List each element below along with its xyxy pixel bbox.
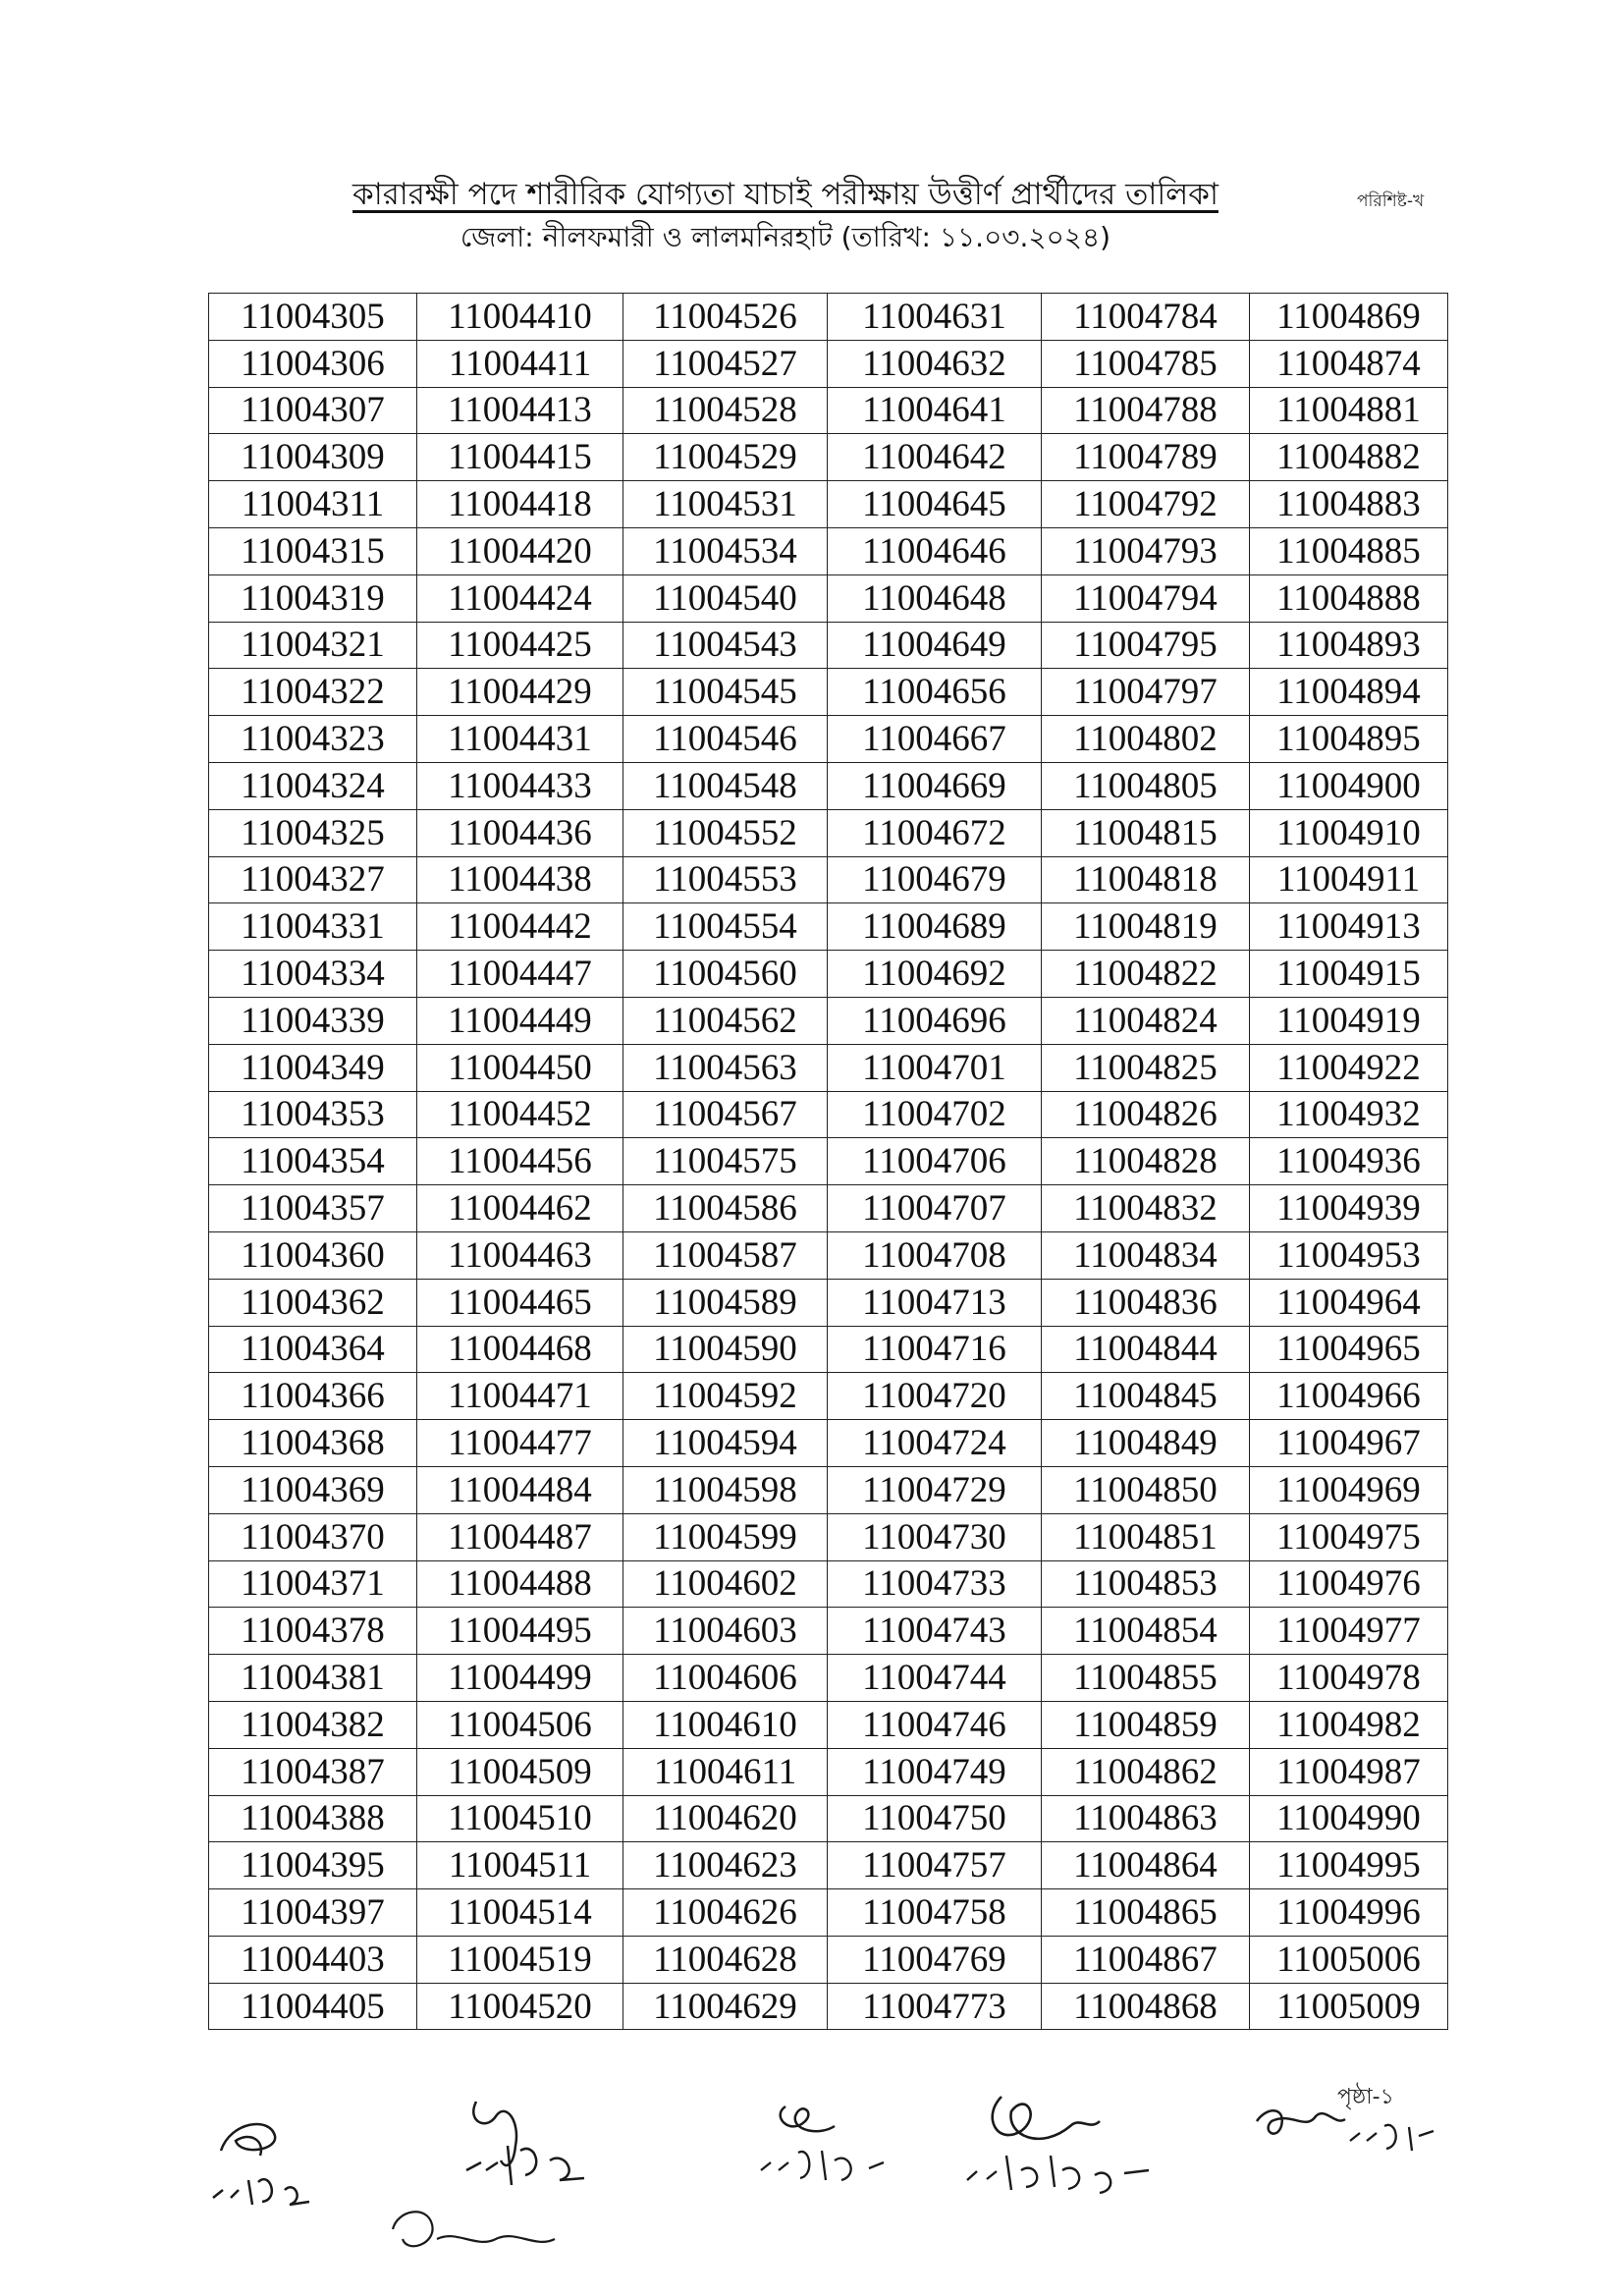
roll-number-cell: 11004327 bbox=[209, 856, 417, 903]
roll-number-cell: 11004528 bbox=[623, 387, 828, 434]
roll-number-cell: 11004965 bbox=[1250, 1326, 1448, 1373]
roll-number-cell: 11004484 bbox=[417, 1466, 623, 1513]
roll-number-cell: 11004349 bbox=[209, 1044, 417, 1091]
roll-number-cell: 11004452 bbox=[417, 1091, 623, 1138]
roll-number-cell: 11004824 bbox=[1042, 997, 1250, 1044]
roll-number-cell: 11004716 bbox=[828, 1326, 1042, 1373]
roll-number-cell: 11004932 bbox=[1250, 1091, 1448, 1138]
roll-number-cell: 11004447 bbox=[417, 951, 623, 998]
table-row bbox=[209, 1420, 1448, 1467]
roll-number-cell: 11004360 bbox=[209, 1231, 417, 1279]
roll-number-cell: 11004706 bbox=[828, 1138, 1042, 1185]
roll-number-cell: 11004531 bbox=[623, 481, 828, 528]
table-row bbox=[209, 1044, 1448, 1091]
roll-number-cell: 11004546 bbox=[623, 716, 828, 763]
roll-number-cell: 11004442 bbox=[417, 903, 623, 951]
roll-number-cell: 11004913 bbox=[1250, 903, 1448, 951]
signature-3 bbox=[751, 2092, 928, 2190]
roll-number-cell: 11004611 bbox=[623, 1748, 828, 1795]
roll-number-cell: 11004936 bbox=[1250, 1138, 1448, 1185]
table-row bbox=[209, 1091, 1448, 1138]
roll-number-cell: 11004315 bbox=[209, 527, 417, 574]
roll-number-cell: 11004552 bbox=[623, 809, 828, 856]
roll-number-cell: 11004620 bbox=[623, 1795, 828, 1842]
roll-number-cell: 11004450 bbox=[417, 1044, 623, 1091]
roll-number-cell: 11004730 bbox=[828, 1513, 1042, 1560]
roll-number-cell: 11004749 bbox=[828, 1748, 1042, 1795]
roll-number-cell: 11004883 bbox=[1250, 481, 1448, 528]
roll-number-cell: 11004632 bbox=[828, 340, 1042, 387]
roll-number-cell: 11004413 bbox=[417, 387, 623, 434]
roll-number-cell: 11004679 bbox=[828, 856, 1042, 903]
table-row bbox=[209, 481, 1448, 528]
roll-number-cell: 11004953 bbox=[1250, 1231, 1448, 1279]
roll-number-cell: 11004669 bbox=[828, 762, 1042, 809]
roll-number-cell: 11004403 bbox=[209, 1936, 417, 1983]
roll-number-cell: 11004656 bbox=[828, 669, 1042, 716]
roll-number-cell: 11004874 bbox=[1250, 340, 1448, 387]
roll-number-cell: 11004828 bbox=[1042, 1138, 1250, 1185]
roll-number-cell: 11004702 bbox=[828, 1091, 1042, 1138]
roll-number-cell: 11004353 bbox=[209, 1091, 417, 1138]
roll-number-cell: 11004853 bbox=[1042, 1560, 1250, 1608]
table-row bbox=[209, 1795, 1448, 1842]
roll-number-cell: 11004560 bbox=[623, 951, 828, 998]
signature-4 bbox=[952, 2077, 1188, 2205]
roll-number-cell: 11004750 bbox=[828, 1795, 1042, 1842]
roll-number-cell: 11004465 bbox=[417, 1279, 623, 1326]
roll-number-cell: 11004863 bbox=[1042, 1795, 1250, 1842]
roll-number-cell: 11004567 bbox=[623, 1091, 828, 1138]
roll-number-cell: 11004425 bbox=[417, 622, 623, 669]
table-row bbox=[209, 1748, 1448, 1795]
table-row bbox=[209, 1185, 1448, 1232]
roll-number-cell: 11004865 bbox=[1042, 1889, 1250, 1937]
roll-number-cell: 11004610 bbox=[623, 1701, 828, 1748]
roll-number-cell: 11004849 bbox=[1042, 1420, 1250, 1467]
table-row bbox=[209, 434, 1448, 481]
table-row bbox=[209, 340, 1448, 387]
page-title: কারারক্ষী পদে শারীরিক যোগ্যতা যাচাই পরীক্ষায় উত্তীর্ণ প্রার্থীদের তালিকা bbox=[352, 177, 1218, 212]
roll-number-cell: 11004397 bbox=[209, 1889, 417, 1937]
roll-number-cell: 11004628 bbox=[623, 1936, 828, 1983]
roll-number-cell: 11004369 bbox=[209, 1466, 417, 1513]
roll-number-cell: 11004794 bbox=[1042, 574, 1250, 622]
roll-number-cell: 11004713 bbox=[828, 1279, 1042, 1326]
roll-number-cell: 11004548 bbox=[623, 762, 828, 809]
roll-number-cell: 11004462 bbox=[417, 1185, 623, 1232]
roll-number-cell: 11004378 bbox=[209, 1608, 417, 1655]
roll-number-cell: 11004976 bbox=[1250, 1560, 1448, 1608]
roll-number-cell: 11004590 bbox=[623, 1326, 828, 1373]
roll-number-cell: 11004701 bbox=[828, 1044, 1042, 1091]
roll-number-cell: 11004487 bbox=[417, 1513, 623, 1560]
roll-number-cell: 11004311 bbox=[209, 481, 417, 528]
roll-number-cell: 11004733 bbox=[828, 1560, 1042, 1608]
roll-number-cell: 11004543 bbox=[623, 622, 828, 669]
table-row bbox=[209, 903, 1448, 951]
roll-number-cell: 11004922 bbox=[1250, 1044, 1448, 1091]
annex-label: পরিশিষ্ট-খ bbox=[1357, 191, 1425, 211]
roll-number-cell: 11004646 bbox=[828, 527, 1042, 574]
roll-number-cell: 11004495 bbox=[417, 1608, 623, 1655]
roll-number-cell: 11004667 bbox=[828, 716, 1042, 763]
roll-number-cell: 11004586 bbox=[623, 1185, 828, 1232]
roll-number-cell: 11004882 bbox=[1250, 434, 1448, 481]
roll-number-cell: 11004815 bbox=[1042, 809, 1250, 856]
roll-number-cell: 11004784 bbox=[1042, 294, 1250, 341]
roll-number-cell: 11004885 bbox=[1250, 527, 1448, 574]
roll-number-cell: 11004382 bbox=[209, 1701, 417, 1748]
table-row bbox=[209, 294, 1448, 341]
roll-number-cell: 11004388 bbox=[209, 1795, 417, 1842]
roll-number-cell: 11004819 bbox=[1042, 903, 1250, 951]
roll-number-cell: 11004982 bbox=[1250, 1701, 1448, 1748]
roll-number-cell: 11004987 bbox=[1250, 1748, 1448, 1795]
roll-number-cell: 11004545 bbox=[623, 669, 828, 716]
roll-number-cell: 11004850 bbox=[1042, 1466, 1250, 1513]
roll-number-cell: 11004822 bbox=[1042, 951, 1250, 998]
roll-number-cell: 11004855 bbox=[1042, 1655, 1250, 1702]
roll-number-cell: 11004995 bbox=[1250, 1842, 1448, 1889]
roll-number-cell: 11004599 bbox=[623, 1513, 828, 1560]
roll-number-cell: 11004324 bbox=[209, 762, 417, 809]
roll-number-cell: 11004864 bbox=[1042, 1842, 1250, 1889]
roll-number-cell: 11004305 bbox=[209, 294, 417, 341]
roll-number-cell: 11004368 bbox=[209, 1420, 417, 1467]
roll-number-cell: 11004645 bbox=[828, 481, 1042, 528]
roll-number-cell: 11004309 bbox=[209, 434, 417, 481]
roll-number-cell: 11004785 bbox=[1042, 340, 1250, 387]
roll-number-cell: 11004844 bbox=[1042, 1326, 1250, 1373]
roll-number-cell: 11004689 bbox=[828, 903, 1042, 951]
table-row bbox=[209, 1231, 1448, 1279]
roll-number-table bbox=[208, 293, 1448, 2030]
roll-number-cell: 11004869 bbox=[1250, 294, 1448, 341]
roll-number-cell: 11004534 bbox=[623, 527, 828, 574]
roll-number-cell: 11004894 bbox=[1250, 669, 1448, 716]
roll-number-cell: 11004805 bbox=[1042, 762, 1250, 809]
roll-number-cell: 11004511 bbox=[417, 1842, 623, 1889]
roll-number-cell: 11004594 bbox=[623, 1420, 828, 1467]
table-row bbox=[209, 997, 1448, 1044]
roll-number-cell: 11004964 bbox=[1250, 1279, 1448, 1326]
roll-number-cell: 11004919 bbox=[1250, 997, 1448, 1044]
table-row bbox=[209, 1889, 1448, 1937]
roll-number-cell: 11004802 bbox=[1042, 716, 1250, 763]
roll-number-cell: 11004915 bbox=[1250, 951, 1448, 998]
roll-number-cell: 11004862 bbox=[1042, 1748, 1250, 1795]
table-row bbox=[209, 622, 1448, 669]
table-row bbox=[209, 1513, 1448, 1560]
roll-number-cell: 11004438 bbox=[417, 856, 623, 903]
table-row bbox=[209, 1936, 1448, 1983]
roll-number-cell: 11004788 bbox=[1042, 387, 1250, 434]
roll-number-cell: 11004792 bbox=[1042, 481, 1250, 528]
roll-number-cell: 11004331 bbox=[209, 903, 417, 951]
roll-number-cell: 11004431 bbox=[417, 716, 623, 763]
roll-number-cell: 11004720 bbox=[828, 1373, 1042, 1420]
roll-number-cell: 11004707 bbox=[828, 1185, 1042, 1232]
roll-number-cell: 11004598 bbox=[623, 1466, 828, 1513]
roll-number-cell: 11004893 bbox=[1250, 622, 1448, 669]
roll-number-cell: 11004433 bbox=[417, 762, 623, 809]
roll-number-cell: 11004381 bbox=[209, 1655, 417, 1702]
roll-number-cell: 11004362 bbox=[209, 1279, 417, 1326]
roll-number-cell: 11004797 bbox=[1042, 669, 1250, 716]
roll-number-cell: 11004587 bbox=[623, 1231, 828, 1279]
roll-number-cell: 11005009 bbox=[1250, 1983, 1448, 2030]
table-row bbox=[209, 1655, 1448, 1702]
roll-number-cell: 11004743 bbox=[828, 1608, 1042, 1655]
roll-number-cell: 11004724 bbox=[828, 1420, 1042, 1467]
roll-number-cell: 11004415 bbox=[417, 434, 623, 481]
roll-number-cell: 11004334 bbox=[209, 951, 417, 998]
roll-number-cell: 11004529 bbox=[623, 434, 828, 481]
table-row bbox=[209, 1560, 1448, 1608]
roll-number-cell: 11004631 bbox=[828, 294, 1042, 341]
table-row bbox=[209, 1608, 1448, 1655]
roll-number-cell: 11004996 bbox=[1250, 1889, 1448, 1937]
roll-number-cell: 11004977 bbox=[1250, 1608, 1448, 1655]
roll-number-cell: 11004540 bbox=[623, 574, 828, 622]
roll-number-cell: 11004589 bbox=[623, 1279, 828, 1326]
roll-number-cell: 11004553 bbox=[623, 856, 828, 903]
roll-number-cell: 11004966 bbox=[1250, 1373, 1448, 1420]
roll-number-cell: 11004975 bbox=[1250, 1513, 1448, 1560]
roll-number-cell: 11004672 bbox=[828, 809, 1042, 856]
roll-number-cell: 11004527 bbox=[623, 340, 828, 387]
roll-number-cell: 11004692 bbox=[828, 951, 1042, 998]
roll-number-cell: 11004387 bbox=[209, 1748, 417, 1795]
roll-number-cell: 11004859 bbox=[1042, 1701, 1250, 1748]
table-row bbox=[209, 527, 1448, 574]
roll-number-cell: 11004825 bbox=[1042, 1044, 1250, 1091]
roll-number-cell: 11004729 bbox=[828, 1466, 1042, 1513]
roll-number-cell: 11004793 bbox=[1042, 527, 1250, 574]
roll-number-cell: 11004978 bbox=[1250, 1655, 1448, 1702]
roll-number-cell: 11004420 bbox=[417, 527, 623, 574]
roll-number-cell: 11004900 bbox=[1250, 762, 1448, 809]
roll-number-cell: 11004641 bbox=[828, 387, 1042, 434]
roll-number-cell: 11004488 bbox=[417, 1560, 623, 1608]
roll-number-cell: 11004769 bbox=[828, 1936, 1042, 1983]
roll-number-cell: 11004888 bbox=[1250, 574, 1448, 622]
roll-number-cell: 11004319 bbox=[209, 574, 417, 622]
roll-number-cell: 11004969 bbox=[1250, 1466, 1448, 1513]
roll-number-cell: 11004526 bbox=[623, 294, 828, 341]
signature-1 bbox=[201, 2111, 378, 2219]
roll-number-cell: 11004322 bbox=[209, 669, 417, 716]
roll-number-cell: 11004436 bbox=[417, 809, 623, 856]
roll-number-cell: 11004575 bbox=[623, 1138, 828, 1185]
table-row bbox=[209, 669, 1448, 716]
roll-number-cell: 11004371 bbox=[209, 1560, 417, 1608]
roll-number-cell: 11004364 bbox=[209, 1326, 417, 1373]
roll-number-cell: 11004939 bbox=[1250, 1185, 1448, 1232]
roll-number-cell: 11004339 bbox=[209, 997, 417, 1044]
roll-number-cell: 11004519 bbox=[417, 1936, 623, 1983]
roll-number-cell: 11004468 bbox=[417, 1326, 623, 1373]
roll-number-cell: 11004910 bbox=[1250, 809, 1448, 856]
table-row bbox=[209, 1138, 1448, 1185]
table-row bbox=[209, 1279, 1448, 1326]
roll-number-cell: 11004911 bbox=[1250, 856, 1448, 903]
roll-number-cell: 11004563 bbox=[623, 1044, 828, 1091]
roll-number-cell: 11004410 bbox=[417, 294, 623, 341]
roll-number-cell: 11004626 bbox=[623, 1889, 828, 1937]
roll-number-cell: 11004832 bbox=[1042, 1185, 1250, 1232]
roll-number-cell: 11004370 bbox=[209, 1513, 417, 1560]
roll-number-cell: 11004506 bbox=[417, 1701, 623, 1748]
roll-number-cell: 11004834 bbox=[1042, 1231, 1250, 1279]
roll-number-cell: 11004603 bbox=[623, 1608, 828, 1655]
table-row bbox=[209, 951, 1448, 998]
roll-number-cell: 11004509 bbox=[417, 1748, 623, 1795]
roll-number-cell: 11004554 bbox=[623, 903, 828, 951]
table-row bbox=[209, 1983, 1448, 2030]
table-row bbox=[209, 1842, 1448, 1889]
roll-number-cell: 11004789 bbox=[1042, 434, 1250, 481]
roll-number-cell: 11004424 bbox=[417, 574, 623, 622]
roll-number-cell: 11004642 bbox=[828, 434, 1042, 481]
table-row bbox=[209, 387, 1448, 434]
roll-number-cell: 11004477 bbox=[417, 1420, 623, 1467]
roll-number-cell: 11004606 bbox=[623, 1655, 828, 1702]
table-row bbox=[209, 856, 1448, 903]
roll-number-cell: 11004395 bbox=[209, 1842, 417, 1889]
roll-number-cell: 11005006 bbox=[1250, 1936, 1448, 1983]
table-row bbox=[209, 762, 1448, 809]
table-row bbox=[209, 1466, 1448, 1513]
roll-number-cell: 11004773 bbox=[828, 1983, 1042, 2030]
roll-number-cell: 11004325 bbox=[209, 809, 417, 856]
roll-number-cell: 11004562 bbox=[623, 997, 828, 1044]
roll-number-cell: 11004795 bbox=[1042, 622, 1250, 669]
roll-number-cell: 11004854 bbox=[1042, 1608, 1250, 1655]
roll-number-cell: 11004510 bbox=[417, 1795, 623, 1842]
roll-number-cell: 11004990 bbox=[1250, 1795, 1448, 1842]
roll-number-cell: 11004708 bbox=[828, 1231, 1042, 1279]
roll-number-cell: 11004623 bbox=[623, 1842, 828, 1889]
roll-number-cell: 11004746 bbox=[828, 1701, 1042, 1748]
roll-number-cell: 11004499 bbox=[417, 1655, 623, 1702]
roll-number-cell: 11004836 bbox=[1042, 1279, 1250, 1326]
roll-number-cell: 11004411 bbox=[417, 340, 623, 387]
roll-number-cell: 11004757 bbox=[828, 1842, 1042, 1889]
roll-number-cell: 11004744 bbox=[828, 1655, 1042, 1702]
roll-number-cell: 11004758 bbox=[828, 1889, 1042, 1937]
roll-number-cell: 11004851 bbox=[1042, 1513, 1250, 1560]
roll-number-cell: 11004429 bbox=[417, 669, 623, 716]
roll-number-cell: 11004449 bbox=[417, 997, 623, 1044]
roll-number-cell: 11004818 bbox=[1042, 856, 1250, 903]
roll-number-cell: 11004418 bbox=[417, 481, 623, 528]
roll-number-cell: 11004514 bbox=[417, 1889, 623, 1937]
roll-number-cell: 11004826 bbox=[1042, 1091, 1250, 1138]
roll-number-cell: 11004463 bbox=[417, 1231, 623, 1279]
table-row bbox=[209, 1326, 1448, 1373]
roll-number-cell: 11004520 bbox=[417, 1983, 623, 2030]
roll-number-cell: 11004967 bbox=[1250, 1420, 1448, 1467]
table-row bbox=[209, 574, 1448, 622]
roll-number-cell: 11004405 bbox=[209, 1983, 417, 2030]
roll-number-cell: 11004323 bbox=[209, 716, 417, 763]
roll-number-cell: 11004649 bbox=[828, 622, 1042, 669]
roll-number-cell: 11004306 bbox=[209, 340, 417, 387]
roll-number-cell: 11004881 bbox=[1250, 387, 1448, 434]
roll-number-cell: 11004895 bbox=[1250, 716, 1448, 763]
roll-number-cell: 11004471 bbox=[417, 1373, 623, 1420]
roll-number-cell: 11004845 bbox=[1042, 1373, 1250, 1420]
signature-5 bbox=[1247, 2092, 1443, 2170]
roll-number-cell: 11004366 bbox=[209, 1373, 417, 1420]
roll-number-cell: 11004648 bbox=[828, 574, 1042, 622]
roll-number-table-body bbox=[209, 294, 1448, 2030]
page-subtitle: জেলা: নীলফমারী ও লালমনিরহাট (তারিখ: ১১.০৩.২০২৪) bbox=[460, 221, 1111, 253]
roll-number-cell: 11004696 bbox=[828, 997, 1042, 1044]
roll-number-cell: 11004321 bbox=[209, 622, 417, 669]
roll-number-cell: 11004354 bbox=[209, 1138, 417, 1185]
roll-number-cell: 11004602 bbox=[623, 1560, 828, 1608]
signature-2 bbox=[388, 2092, 623, 2278]
page-number: পৃষ্ঠা-১ bbox=[1337, 2085, 1394, 2109]
table-row bbox=[209, 809, 1448, 856]
roll-number-cell: 11004307 bbox=[209, 387, 417, 434]
table-row bbox=[209, 1701, 1448, 1748]
roll-number-cell: 11004592 bbox=[623, 1373, 828, 1420]
roll-number-cell: 11004868 bbox=[1042, 1983, 1250, 2030]
roll-number-cell: 11004456 bbox=[417, 1138, 623, 1185]
table-row bbox=[209, 716, 1448, 763]
roll-number-cell: 11004867 bbox=[1042, 1936, 1250, 1983]
roll-number-cell: 11004357 bbox=[209, 1185, 417, 1232]
table-row bbox=[209, 1373, 1448, 1420]
roll-number-cell: 11004629 bbox=[623, 1983, 828, 2030]
